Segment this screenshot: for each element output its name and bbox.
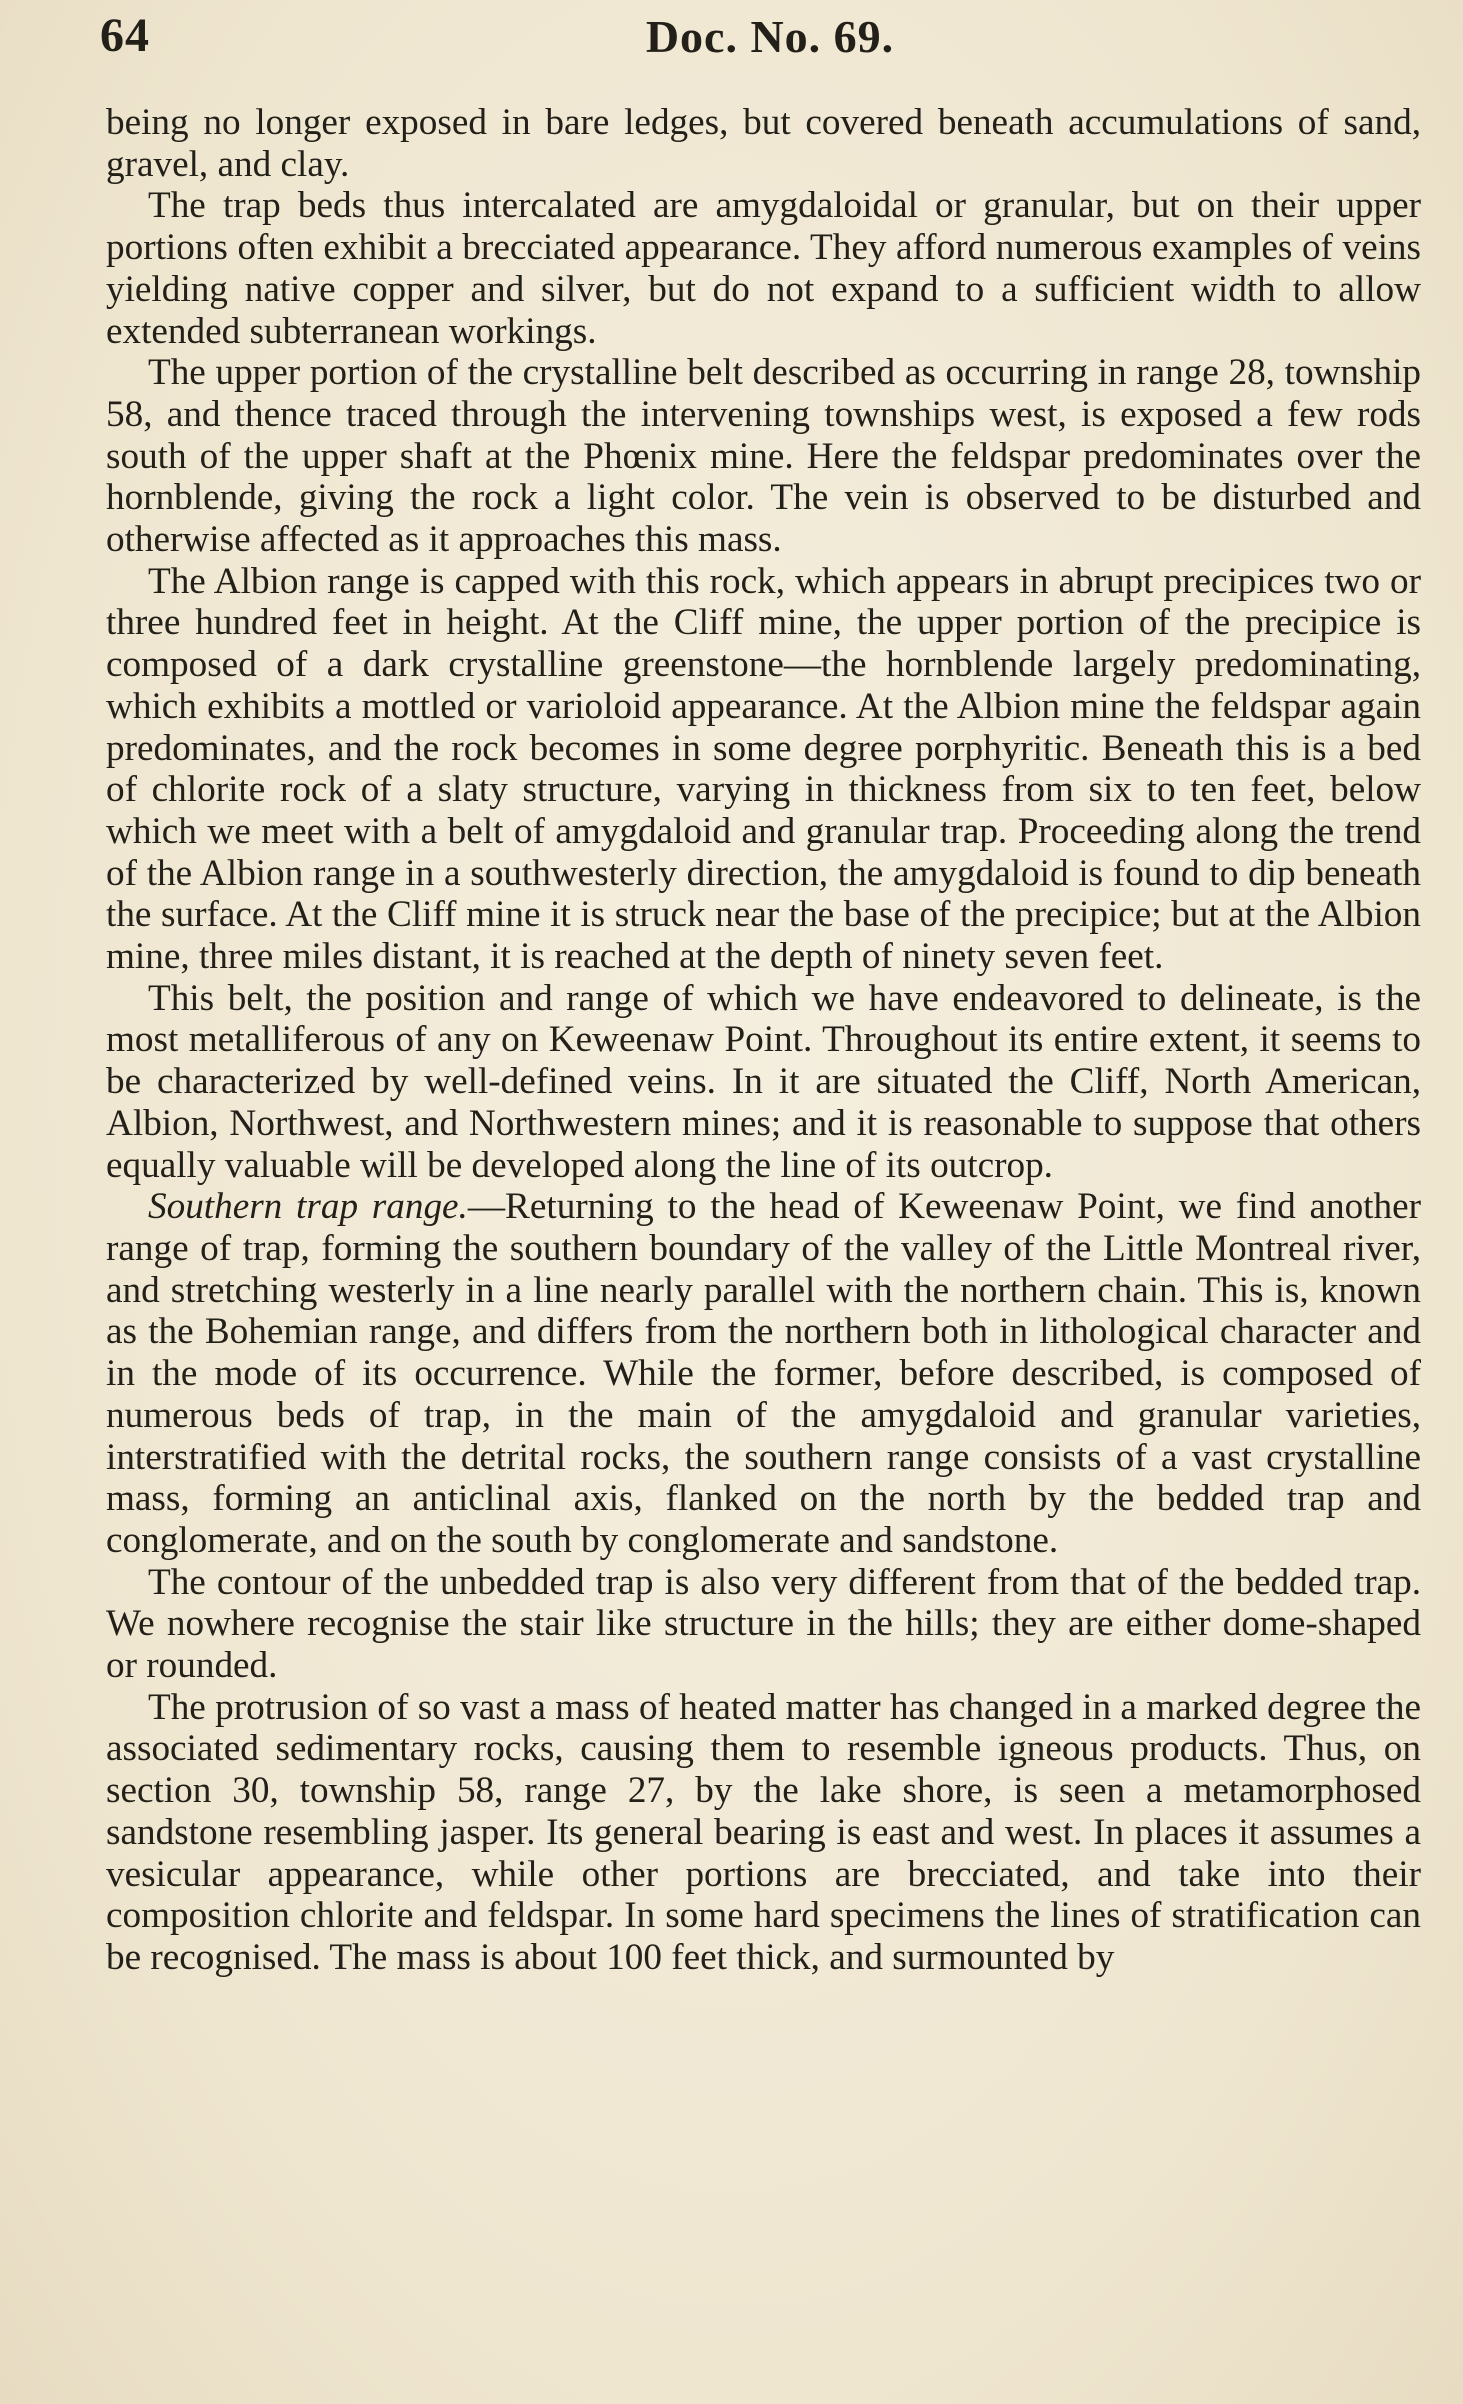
paragraph-8 [106,1687,1421,1979]
paragraph-text: The Albion range is capped with this rock, which appears in abrupt precipices two or three hundred feet in height. At the Cliff mine, the upper portion of the precipice is composed of a dark crystalline greenstone—the hornblende largely predominating, which exhibits a mottled or varioloid appearance. At the Albion mine the feldspar again predominates, and the rock becomes in some degree porphyritic. Beneath this is a bed of chlorite rock of a slaty structure, varying in thickness from six to ten feet, below which we meet with a belt of amygdaloid and granular trap. Proceeding along the trend of the Albion range in a southwesterly direction, the amygdaloid is found to dip beneath the surface. At the Cliff mine it is struck near the base of the precipice; but at the Albion mine, three miles distant, it is reached at the depth of ninety seven feet. [106,560,1421,978]
paragraph-4 [106,561,1421,978]
page-header [100,8,1420,68]
paragraph-6 [106,1186,1421,1561]
paragraph-text: —Returning to the head of Keweenaw Point, we find another range of trap, forming the southern boundary of the valley of the Little Montreal river, and stretching westerly in a line nearly parallel with the northern chain. This is, known as the Bohemian range, and differs from the northern both in lithological character and in the mode of its occurrence. While the former, before described, is composed of numerous beds of trap, in the main of the amygdaloid and granular varieties, interstratified with the detrital rocks, the southern range consists of a vast crystalline mass, forming an anticlinal axis, flanked on the north by the bedded trap and conglomerate, and on the south by conglomerate and sandstone. [106,1186,1421,1561]
body-text [106,102,1421,1979]
paragraph-1 [106,102,1421,185]
paragraph-text: This belt, the position and range of which we have endeavored to delineate, is the most metalliferous of any on Keweenaw Point. Throughout its entire extent, it seems to be characterized by well-defined veins. In it are situated the Cliff, North American, Albion, Northwest, and Northwestern mines; and it is reasonable to suppose that others equally valuable will be developed along the line of its outcrop. [106,977,1421,1186]
paragraph-7 [106,1562,1421,1687]
section-heading: Southern trap range. [148,1186,468,1228]
paragraph-text: The protrusion of so vast a mass of heated matter has changed in a marked degree the associated sedimentary rocks, causing them to resemble igneous products. Thus, on section 30, township 58, range 27, by the lake shore, is seen a metamorphosed sandstone resembling jasper. Its general bearing is east and west. In places it assumes a vesicular appearance, while other portions are brecciated, and take into their composition chlorite and feldspar. In some hard specimens the lines of stratification can be recognised. The mass is about 100 feet thick, and surmounted by [106,1686,1421,1978]
paragraph-text: The contour of the unbedded trap is also very different from that of the bedded trap. We nowhere recognise the stair like structure in the hills; they are either dome-shaped or rounded. [106,1561,1421,1687]
paragraph-3 [106,352,1421,561]
paragraph-5 [106,978,1421,1187]
paragraph-2 [106,185,1421,352]
document-title: Doc. No. 69. [645,11,895,62]
paragraph-text: The trap beds thus intercalated are amygdaloidal or granular, but on their upper portions often exhibit a brecciated appearance. They afford numerous examples of veins yielding native copper and silver, but do not expand to a sufficient width to allow extended subterranean workings. [106,185,1421,352]
paragraph-text: The upper portion of the crystalline belt described as occurring in range 28, township 58, and thence traced through the intervening townships west, is exposed a few rods south of the upper shaft at the Phœnix mine. Here the feldspar predominates over the hornblende, giving the rock a light color. The vein is observed to be disturbed and otherwise affected as it approaches this mass. [106,352,1421,561]
paragraph-text: being no longer exposed in bare ledges, but covered beneath accumulations of sand, gravel, and clay. [106,102,1421,185]
page-number: 64 [100,9,150,62]
